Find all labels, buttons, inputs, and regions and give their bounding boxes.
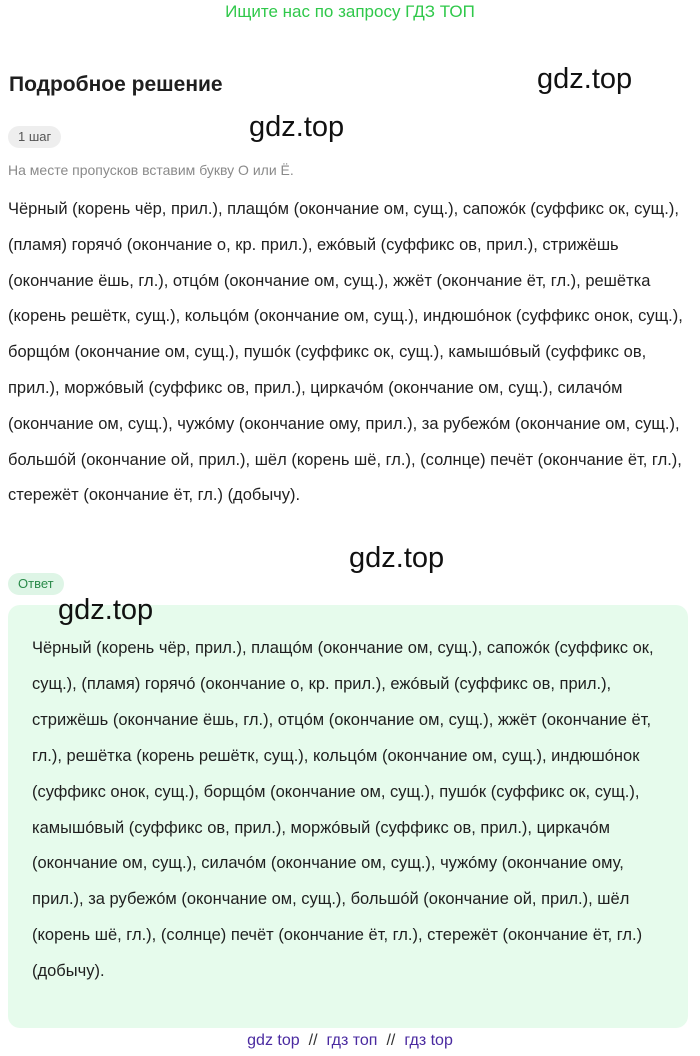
footer-links [0,1030,700,1052]
watermark: gdz.top [349,542,445,574]
step-note: На месте пропусков вставим букву О или Ё. [8,162,294,178]
step-badge: 1 шаг [8,126,61,148]
watermark: gdz.top [58,594,154,626]
footer-separator: // [386,1032,396,1049]
section-title: Подробное решение [9,73,223,96]
answer-badge: Ответ [8,573,64,595]
top-banner[interactable]: Ищите нас по запросу ГДЗ ТОП [225,2,475,21]
footer-link-gdz-top-mixed[interactable]: гдз top [404,1032,453,1049]
footer-link-gdz-top[interactable]: gdz top [247,1032,300,1049]
solution-text: Чёрный (корень чёр, прил.), плащóм (окончание ом, сущ.), сапожóк (суффикс ок, сущ.), (пламя) горячó (окончание о, кр. прил.), ежóвый (суффикс ов, прил.), стрижёшь (окончание ёшь, гл.), отцóм (окончание ом, сущ.), жжёт (окончание ёт, гл.), решётка (корень решётк, сущ.), кольцóм (окончание ом, сущ.), индюшóнок (суффикс онок, сущ.), борщóм (окончание ом, сущ.), пушóк (суффикс ок, сущ.), камышóвый (суффикс ов, прил.), моржóвый (суффикс ов, прил.), циркачóм (окончание ом, сущ.), силачóм (окончание ом, сущ.), чужóму (окончание ому, прил.), за рубежóм (окончание ом, сущ.), большóй (окончание ой, прил.), шёл (корень шё, гл.), (солнце) печёт (окончание ёт, гл.), стережёт (окончание ёт, гл.) (добычу). [8,200,683,505]
answer-text: Чёрный (корень чёр, прил.), плащóм (окончание ом, сущ.), сапожóк (суффикс ок, сущ.), (пламя) горячó (окончание о, кр. прил.), ежóвый (суффикс ов, прил.), стрижёшь (окончание ёшь, гл.), отцóм (окончание ом, сущ.), жжёт (окончание ёт, гл.), решётка (корень решётк, сущ.), кольцóм (окончание ом, сущ.), индюшóнок (суффикс онок, сущ.), борщóм (окончание ом, сущ.), пушóк (суффикс ок, сущ.), камышóвый (суффикс ов, прил.), моржóвый (суффикс ов, прил.), циркачóм (окончание ом, сущ.), силачóм (окончание ом, сущ.), чужóму (окончание ому, прил.), за рубежóм (окончание ом, сущ.), большóй (окончание ой, прил.), шёл (корень шё, гл.), (солнце) печёт (окончание ёт, гл.), стережёт (окончание ёт, гл.) (добычу). [32,639,654,981]
footer-separator: // [308,1032,318,1049]
answer-box [8,605,688,1028]
watermark: gdz.top [537,63,633,95]
footer-link-gdz-top-ru[interactable]: гдз топ [326,1032,378,1049]
watermark: gdz.top [249,111,345,143]
